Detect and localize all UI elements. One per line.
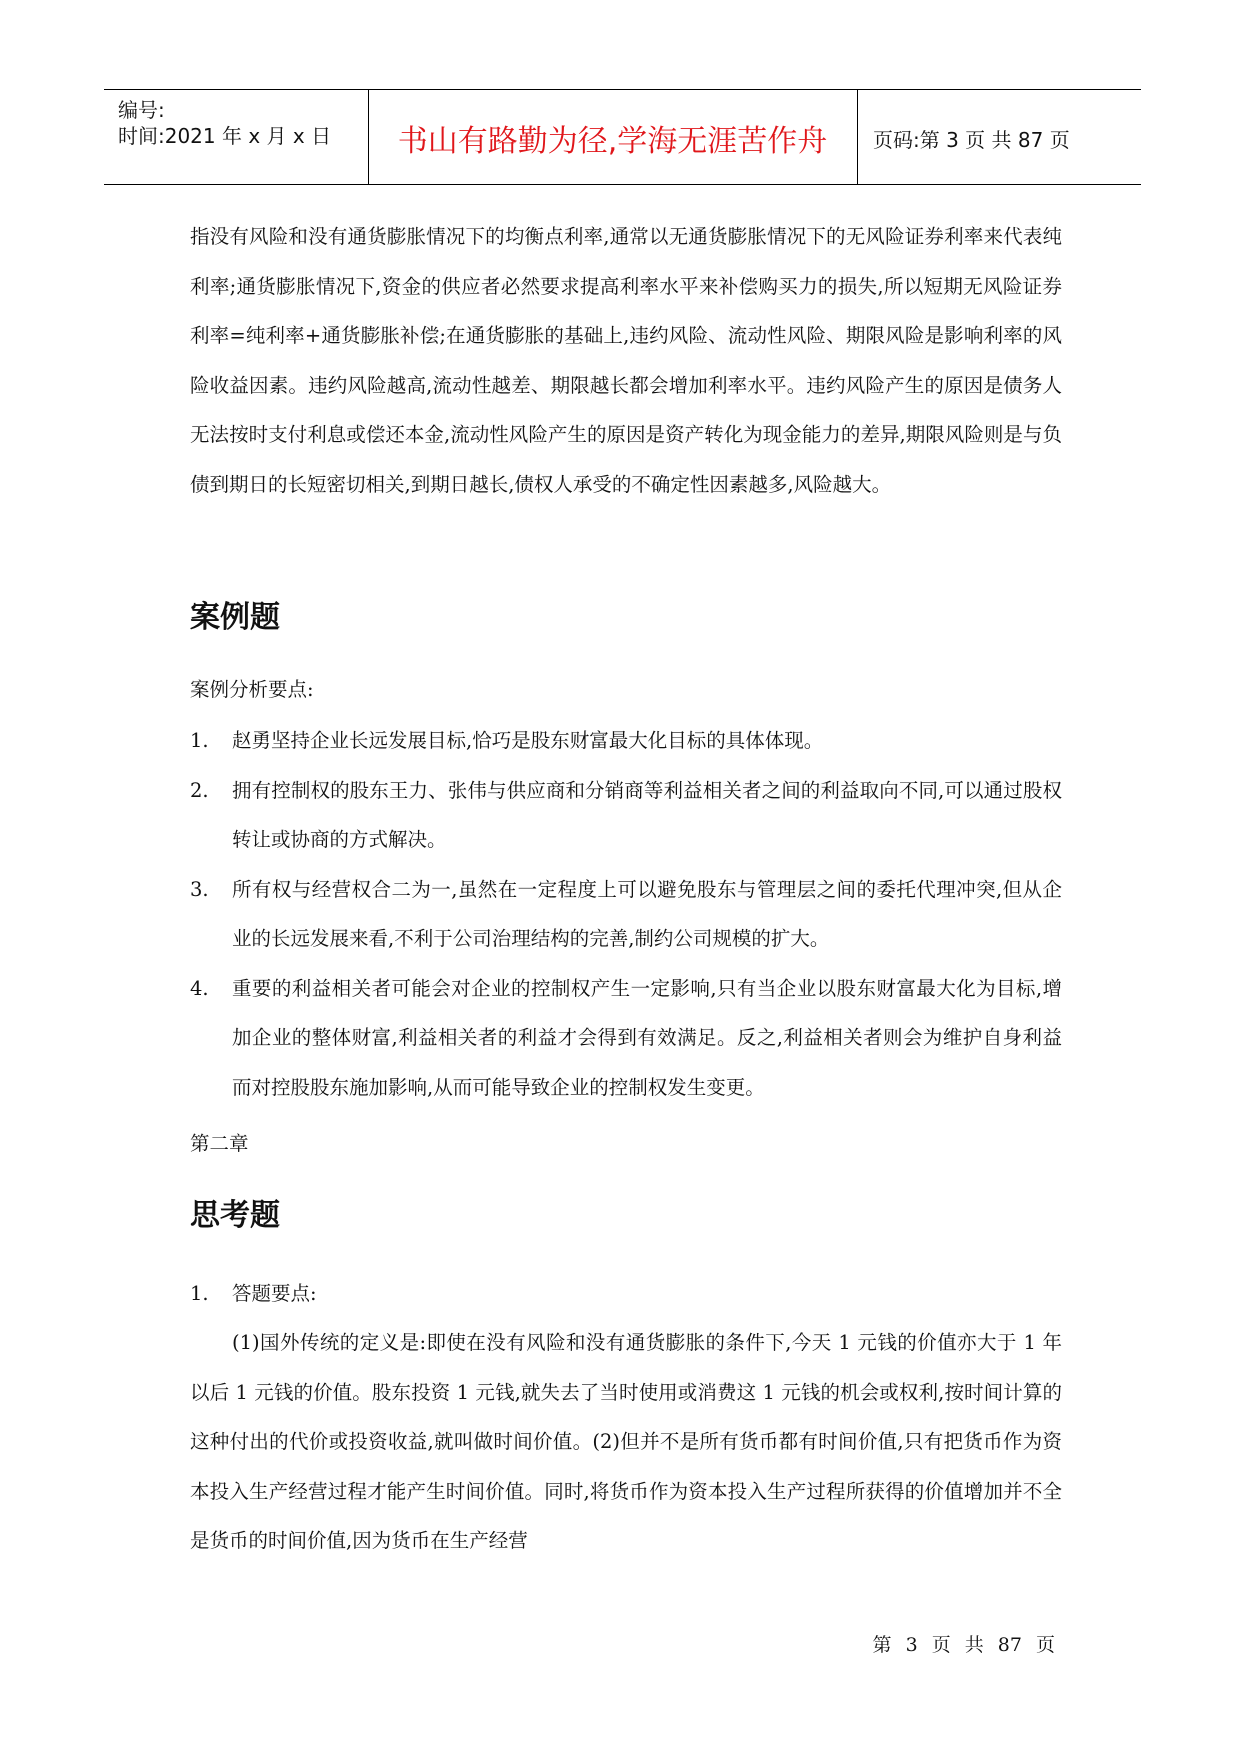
intro-block bbox=[190, 212, 1062, 509]
list-item bbox=[190, 1280, 1062, 1308]
chapter-label: 第二章 bbox=[190, 1132, 249, 1155]
thinking-section bbox=[190, 1190, 1062, 1234]
case-heading: 案例题 bbox=[190, 600, 280, 635]
list-text: 答题要点: bbox=[232, 1282, 317, 1305]
header-right-cell bbox=[857, 90, 1141, 184]
thinking-heading: 思考题 bbox=[190, 1198, 280, 1233]
list-number: 4. bbox=[190, 976, 209, 1000]
motto-text: 书山有路勤为径,学海无涯苦作舟 bbox=[397, 124, 828, 159]
page-footer: 第 3 页 共 87 页 bbox=[872, 1634, 1055, 1656]
header-middle-cell bbox=[368, 90, 858, 184]
case-list bbox=[190, 676, 1062, 1112]
list-text: 所有权与经营权合二为一,虽然在一定程度上可以避免股东与管理层之间的委托代理冲突,但从企业的长远发展来看,不利于公司治理结构的完善,制约公司规模的扩大。 bbox=[232, 877, 1062, 950]
list-number: 2. bbox=[190, 778, 209, 802]
list-number: 1. bbox=[190, 1282, 209, 1305]
time-label: 时间:2021 年 x 月 x 日 bbox=[118, 124, 332, 148]
document-header bbox=[104, 89, 1141, 185]
list-item bbox=[190, 716, 1062, 766]
page-code: 页码:第 3 页 共 87 页 bbox=[873, 128, 1070, 152]
list-text: 重要的利益相关者可能会对企业的控制权产生一定影响,只有当企业以股东财富最大化为目标,增加企业的整体财富,利益相关者的利益才会得到有效满足。反之,利益相关者则会为维护自身利益而对控股股东施加影响,从而可能导致企业的控制权发生变更。 bbox=[232, 976, 1062, 1099]
list-text: 拥有控制权的股东王力、张伟与供应商和分销商等利益相关者之间的利益取向不同,可以通过股权转让或协商的方式解决。 bbox=[232, 778, 1062, 851]
chapter-block bbox=[190, 1128, 1062, 1156]
thinking-content bbox=[190, 1280, 1062, 1566]
list-number: 3. bbox=[190, 877, 209, 901]
case-label: 案例分析要点: bbox=[190, 678, 314, 701]
list-item bbox=[190, 964, 1062, 1113]
case-section bbox=[190, 592, 1062, 636]
answer-paragraph: (1)国外传统的定义是:即使在没有风险和没有通货膨胀的条件下,今天 1 元钱的价值亦大于 1 年以后 1 元钱的价值。股东投资 1 元钱,就失去了当时使用或消费这 1 元钱的机会或权利,按时间计算的这种付出的代价或投资收益,就叫做时间价值。(2)但并不是所有货币都有时间价值,只有把货币作为资本投入生产经营过程才能产生时间价值。同时,将货币作为资本投入生产过程所获得的价值增加并不全是货币的时间价值,因为货币在生产经营 bbox=[190, 1331, 1062, 1552]
list-item bbox=[190, 766, 1062, 865]
list-text: 赵勇坚持企业长远发展目标,恰巧是股东财富最大化目标的具体体现。 bbox=[232, 729, 824, 752]
intro-paragraph: 指没有风险和没有通货膨胀情况下的均衡点利率,通常以无通货膨胀情况下的无风险证券利率来代表纯利率;通货膨胀情况下,资金的供应者必然要求提高利率水平来补偿购买力的损失,所以短期无风险证券利率=纯利率+通货膨胀补偿;在通货膨胀的基础上,违约风险、流动性风险、期限风险是影响利率的风险收益因素。违约风险越高,流动性越差、期限越长都会增加利率水平。违约风险产生的原因是债务人无法按时支付利息或偿还本金,流动性风险产生的原因是资产转化为现金能力的差异,期限风险则是与负债到期日的长短密切相关,到期日越长,债权人承受的不确定性因素越多,风险越大。 bbox=[190, 225, 1062, 496]
list-number: 1. bbox=[190, 729, 209, 752]
number-label: 编号: bbox=[118, 98, 165, 122]
list-item bbox=[190, 865, 1062, 964]
header-left-cell bbox=[104, 90, 369, 184]
